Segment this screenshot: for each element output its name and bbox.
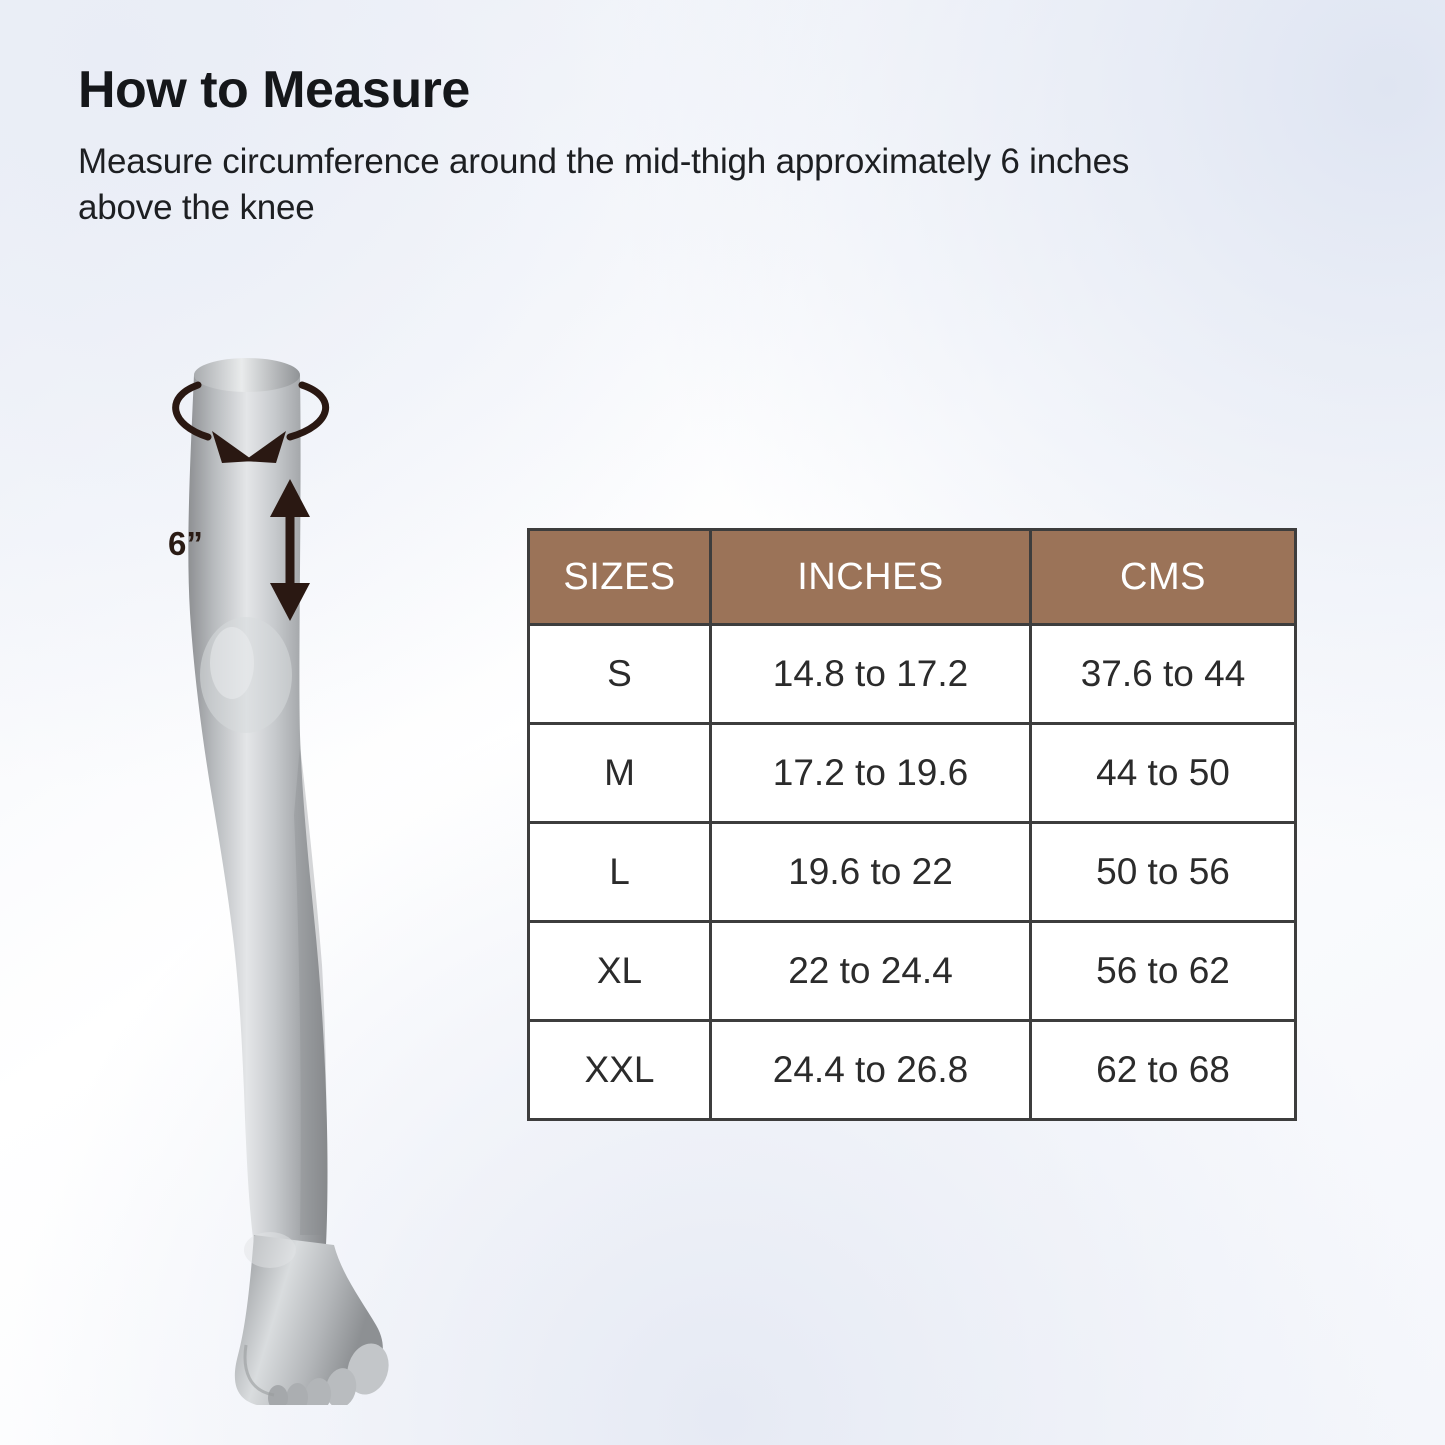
cell-inches: 17.2 to 19.6 xyxy=(711,724,1031,823)
cell-inches: 22 to 24.4 xyxy=(711,922,1031,1021)
table-header-row xyxy=(529,530,1296,625)
table-row xyxy=(529,1021,1296,1120)
page-subtitle: Measure circumference around the mid-thigh approximately 6 inches above the knee xyxy=(78,142,1130,228)
cell-size: XXL xyxy=(529,1021,711,1120)
leg-diagram-icon xyxy=(150,345,480,1405)
cell-cms: 37.6 to 44 xyxy=(1031,625,1296,724)
page-title: How to Measure xyxy=(78,61,470,119)
cell-size: XL xyxy=(529,922,711,1021)
table-row xyxy=(529,625,1296,724)
size-chart-table xyxy=(527,528,1297,1121)
cell-cms: 50 to 56 xyxy=(1031,823,1296,922)
cell-inches: 14.8 to 17.2 xyxy=(711,625,1031,724)
cell-size: L xyxy=(529,823,711,922)
cell-inches: 24.4 to 26.8 xyxy=(711,1021,1031,1120)
table-row xyxy=(529,922,1296,1021)
header-block xyxy=(78,62,1228,232)
column-header-inches: INCHES xyxy=(711,530,1031,625)
table-row xyxy=(529,724,1296,823)
cell-inches: 19.6 to 22 xyxy=(711,823,1031,922)
cell-cms: 62 to 68 xyxy=(1031,1021,1296,1120)
cell-cms: 56 to 62 xyxy=(1031,922,1296,1021)
column-header-cms: CMS xyxy=(1031,530,1296,625)
cell-cms: 44 to 50 xyxy=(1031,724,1296,823)
table-row xyxy=(529,823,1296,922)
cell-size: S xyxy=(529,625,711,724)
measurement-distance-label: 6” xyxy=(168,525,203,562)
cell-size: M xyxy=(529,724,711,823)
column-header-sizes: SIZES xyxy=(529,530,711,625)
